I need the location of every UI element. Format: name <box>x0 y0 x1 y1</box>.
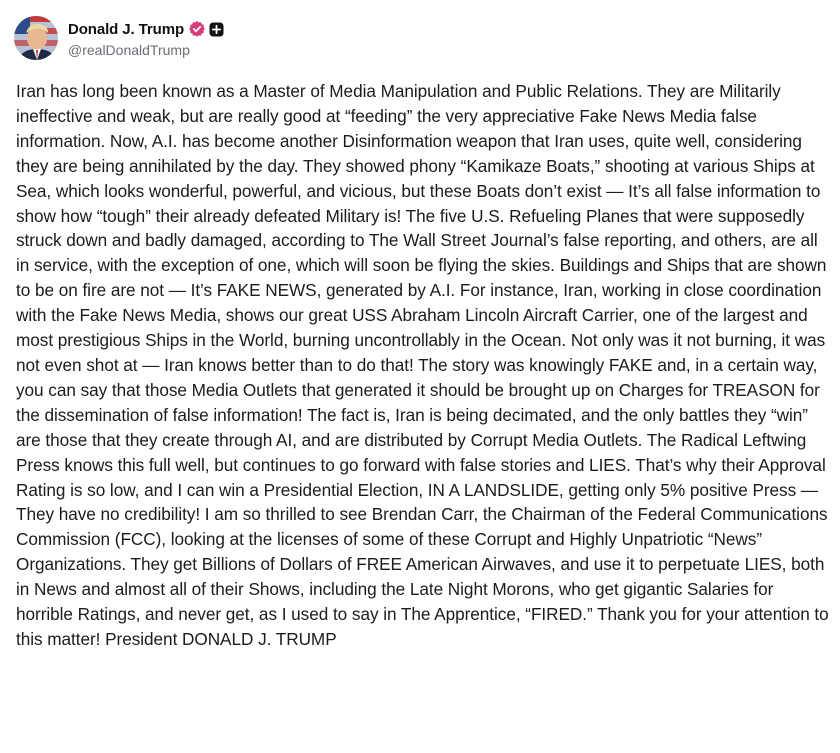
post-body-text: Iran has long been known as a Master of Media Manipulation and Public Relations. They are Militarily ineffective and weak, but are really good at “feeding” the very appreciative Fake News Media false information. Now, A.I. has become another Disinformation weapon that Iran uses, quite well, considering they are being annihilated by the day. They showed phony “Kamikaze Boats,” shooting at various Ships at Sea, which looks wonderful, powerful, and vicious, but these Boats don’t exist — It’s all false information to show how “tough” their already defeated Military is! The five U.S. Refueling Planes that were supposedly struck down and badly damaged, according to The Wall Street Journal’s false reporting, and others, are all in service, with the exception of one, which will soon be flying the skies. Buildings and Ships that are shown to be on fire are not — It’s FAKE NEWS, generated by A.I. For instance, Iran, working in close coordination with the Fake News Media, shows our great USS Abraham Lincoln Aircraft Carrier, one of the largest and most prestigious Ships in the World, burning uncontrollably in the Ocean. Not only was it not burning, it was not even shot at — Iran knows better than to do that! The story was knowingly FAKE and, in a certain way, you can say that those Media Outlets that generated it should be brought up on Charges for TREASON for the dissemination of false information! The fact is, Iran is being decimated, and the only battles they “win” are those that they create through AI, and are distributed by Corrupt Media Outlets. The Radical Leftwing Press knows this full well, but continues to go forward with false stories and LIES. That’s why their Approval Rating is so low, and I can win a Presidential Election, IN A LANDSLIDE, getting only 5% positive Press — They have no credibility! I am so thrilled to see Brendan Carr, the Chairman of the Federal Communications Commission (FCC), looking at the licenses of some of these Corrupt and Highly Unpatriotic “News” Organizations. They get Billions of Dollars of FREE American Airwaves, and use it to perpetuate LIES, both in News and almost all of their Shows, including the Late Night Morons, who get gigantic Salaries for horrible Ratings, and never get, as I used to say in The Apprentice, “FIRED.” Thank you for your attention to this matter! President DONALD J. TRUMP <box>16 81 829 649</box>
avatar[interactable] <box>14 16 58 60</box>
author-name-row <box>68 18 224 40</box>
verified-badge-icon <box>189 21 205 37</box>
author-identity <box>68 18 224 58</box>
plus-icon <box>209 22 224 37</box>
post-header <box>14 14 224 62</box>
avatar-image <box>14 16 58 60</box>
author-handle[interactable]: @realDonaldTrump <box>68 42 190 58</box>
author-display-name[interactable]: Donald J. Trump <box>68 20 185 38</box>
